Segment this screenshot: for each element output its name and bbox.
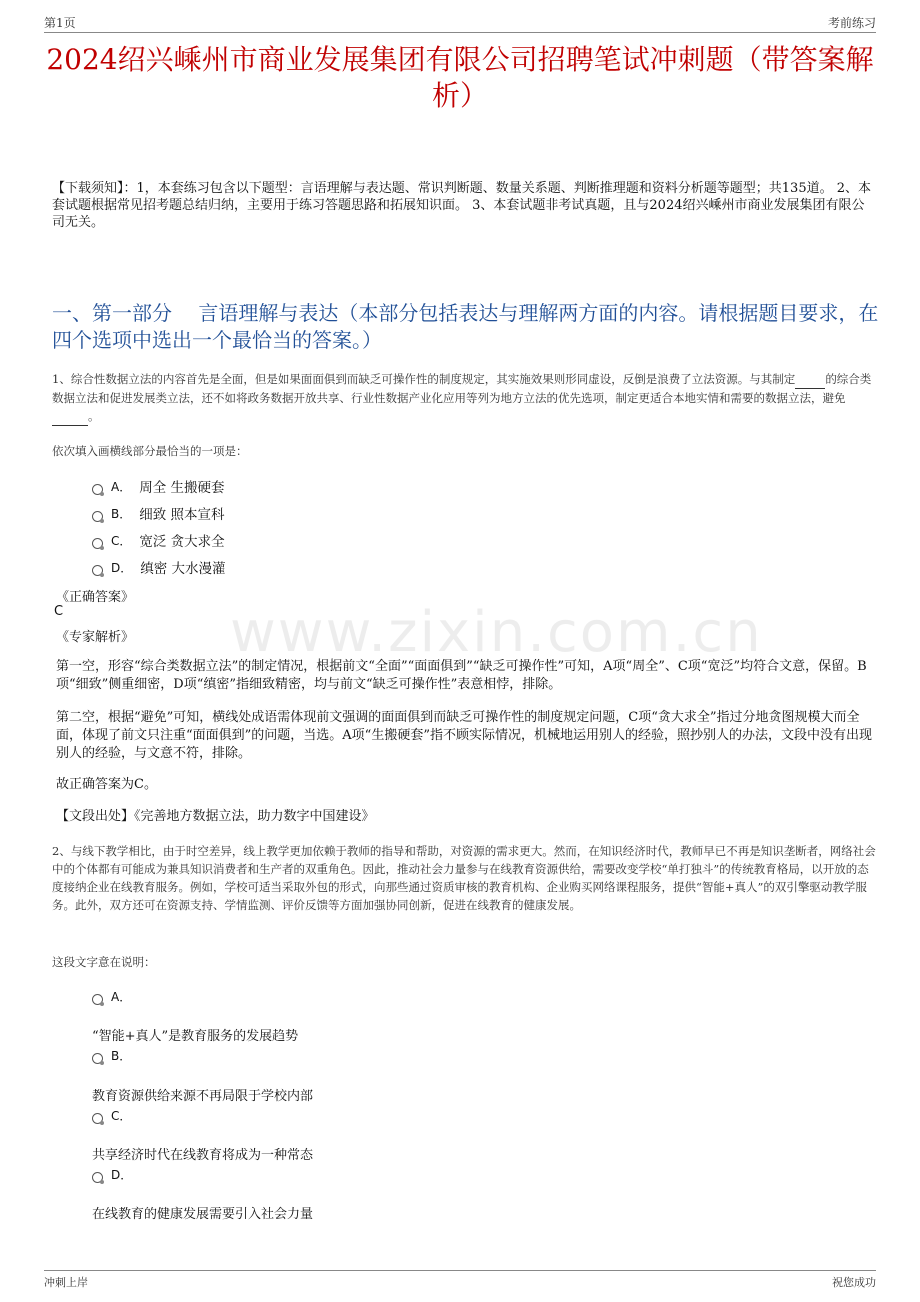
q2-option-a[interactable]: A．	[92, 988, 131, 1005]
document-title: 2024绍兴嵊州市商业发展集团有限公司招聘笔试冲刺题（带答案解析）	[46, 43, 874, 112]
radio-icon[interactable]	[92, 1113, 103, 1124]
q1-option-b[interactable]: B． 细致 照本宣科	[92, 503, 225, 523]
q1-option-a[interactable]: A． 周全 生搬硬套	[92, 476, 225, 496]
watermark: www.zixin.com.cn	[230, 600, 763, 665]
answer-label: 《正确答案》	[56, 590, 135, 605]
question-2-prompt: 这段文字意在说明：	[52, 955, 156, 969]
footer-right: 祝您成功	[832, 1276, 876, 1289]
radio-icon[interactable]	[92, 511, 103, 522]
page-header	[44, 12, 876, 33]
radio-icon[interactable]	[92, 565, 103, 576]
download-notice: 【下载须知】：1，本套练习包含以下题型：言语理解与表达题、常识判断题、数量关系题、判断推理题和资料分析题等题型；共135道。 2、本套试题根据常见招考题总结归纳，主要用于练习答题思路和拓展知识面。 3、本套试题非考试真题，且与2024绍兴嵊州市商业发展集团有限公司无关。	[52, 181, 871, 230]
source-citation: 【文段出处】《完善地方数据立法，助力数字中国建设》	[56, 809, 375, 824]
header-tag: 考前练习	[827, 16, 876, 30]
radio-icon[interactable]	[92, 1053, 103, 1064]
analysis-paragraph-1: 第一空，形容“综合类数据立法”的制定情况，根据前文“全面”“面面俱到”“缺乏可操作性”可知，A项“周全”、C项“宽泛”均符合文意，保留。B项“细致”侧重细密，D项“缜密”指细致精密，均与前文“缺乏可操作性”表意相悖，排除。	[56, 659, 867, 692]
page-number: 第1页	[44, 16, 76, 30]
q2-option-c[interactable]: C．	[92, 1107, 131, 1124]
q1-option-d[interactable]: D． 缜密 大水漫灌	[92, 557, 226, 577]
question-1-stem: 1、综合性数据立法的内容首先是全面，但是如果面面俱到而缺乏可操作性的制度规定，其实施效果则形同虚设，反倒是浪费了立法资源。与其制定 的综合类数据立法和促进发展类立法，还不如将政务数据开放共享、行业性数据产业化应用等列为地方立法的优先选项，制定更适合本地实情和需要的数据立法，避免 。	[52, 370, 876, 426]
q2-option-b-text: 教育资源供给来源不再局限于学校内部	[92, 1089, 314, 1104]
q2-option-b[interactable]: B．	[92, 1047, 131, 1064]
radio-icon[interactable]	[92, 484, 103, 495]
q1-option-c[interactable]: C． 宽泛 贪大求全	[92, 530, 225, 550]
blank-1	[795, 370, 825, 389]
radio-icon[interactable]	[92, 538, 103, 549]
q2-option-c-text: 共享经济时代在线教育将成为一种常态	[92, 1148, 314, 1163]
analysis-conclusion: 故正确答案为C。	[56, 777, 157, 792]
question-1-prompt: 依次填入画横线部分最恰当的一项是：	[52, 444, 248, 458]
radio-icon[interactable]	[92, 994, 103, 1005]
q2-option-d[interactable]: D．	[92, 1166, 132, 1183]
q2-option-a-text: “智能+真人”是教育服务的发展趋势	[92, 1029, 299, 1044]
section-heading: 一、第一部分 言语理解与表达（本部分包括表达与理解两方面的内容。请根据题目要求，在四个选项中选出一个最恰当的答案。）	[52, 301, 879, 352]
q2-option-d-text: 在线教育的健康发展需要引入社会力量	[92, 1207, 314, 1222]
blank-2	[52, 407, 88, 426]
footer-left: 冲刺上岸	[44, 1276, 88, 1289]
analysis-paragraph-2: 第二空，根据“避免”可知，横线处成语需体现前文强调的面面俱到而缺乏可操作性的制度规定问题，C项“贪大求全”指过分地贪图规模大而全面，体现了前文只注重“面面俱到”的问题，当选。A项“生搬硬套”指不顾实际情况，机械地运用别人的经验，照抄别人的办法，文段中没有出现别人的经验，与文意不符，排除。	[56, 710, 872, 761]
answer-value: C	[54, 604, 64, 619]
page-footer	[44, 1270, 876, 1291]
analysis-label: 《专家解析》	[56, 630, 135, 645]
radio-icon[interactable]	[92, 1172, 103, 1183]
question-2-stem: 2、与线下教学相比，由于时空差异，线上教学更加依赖于教师的指导和帮助，对资源的需求更大。然而，在知识经济时代，教师早已不再是知识垄断者，网络社会中的个体都有可能成为兼具知识消费者和生产者的双重角色。因此，推动社会力量参与在线教育资源供给，需要改变学校“单打独斗”的传统教育格局，以开放的态度接纳企业在线教育服务。例如，学校可适当采取外包的形式，向那些通过资质审核的教育机构、企业购买网络课程服务，提供“智能+真人”的双引擎驱动教学服务。此外，双方还可在资源支持、学情监测、评价反馈等方面加强协同创新，促进在线教育的健康发展。	[52, 844, 876, 912]
